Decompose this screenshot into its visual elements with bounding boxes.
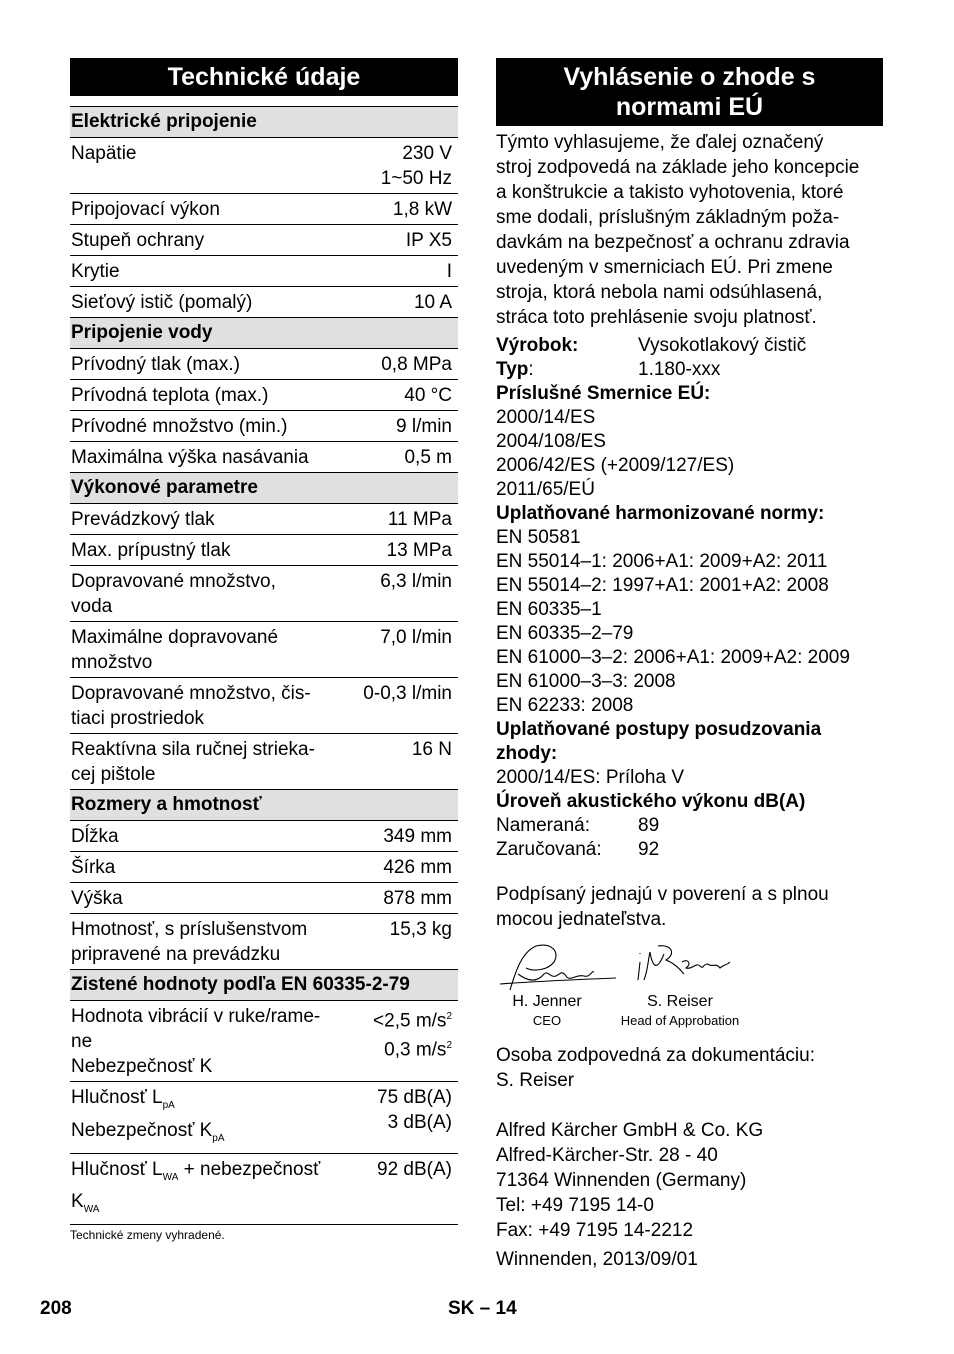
row-label [70,287,351,318]
value-line: 15,3 kg [389,919,452,940]
product-row [496,334,883,358]
row-label [70,411,351,442]
section-title: Zistené hodnoty podľa EN 60335-2-79 [70,970,458,1001]
sound-heading: Úroveň akustického výkonu dB(A) [496,791,806,812]
label-line: Nebezpečnosť K [71,1119,213,1141]
value-line: 10 A [413,292,452,313]
company-address [496,1118,883,1243]
text-line: EN 60335–1 [496,599,602,620]
value-line: I [446,261,452,282]
directives-heading: Príslušné Smernice EÚ: [496,383,711,404]
table-row [70,678,458,734]
row-value [351,821,458,852]
table-row [70,287,458,318]
measured-value: 89 [638,815,660,836]
label-line: Krytie [71,261,120,282]
technical-data-title: Technické údaje [70,58,458,96]
table-row [70,1001,458,1082]
text-line: 2004/108/ES [496,431,606,452]
row-label [70,138,351,194]
title-line: Vyhlásenie o zhode s [563,63,816,91]
value-line: 0,3 m/s [384,1039,447,1061]
signatory-name: H. Jenner [512,993,582,1010]
table-row [70,566,458,622]
text-line: EN 55014–2: 1997+A1: 2001+A2: 2008 [496,575,829,596]
label-line: Dopravované množstvo, čis- [71,683,311,704]
row-value [351,287,458,318]
row-value [351,883,458,914]
product-value: Vysokotlakový čistič [638,335,807,356]
table-row [70,225,458,256]
label-line: pripravené na prevádzku [71,944,281,965]
value-line: 3 dB(A) [387,1112,452,1133]
value-line: <2,5 m/s [373,1010,447,1032]
signatory-name: S. Reiser [647,993,713,1010]
row-label [70,442,351,473]
text-line: EN 62233: 2008 [496,695,634,716]
subscript: pA [162,1099,175,1111]
place-date: Winnenden, 2013/09/01 [496,1249,698,1270]
procedure-heading: Uplatňované postupy posudzovania [496,719,822,740]
measured-row [496,814,883,838]
table-row [70,1153,458,1225]
value-line: 0-0,3 l/min [363,683,452,704]
row-value [351,566,458,622]
table-section-header [70,790,458,821]
text-line: Alfred-Kärcher-Str. 28 - 40 [496,1145,718,1166]
signature-block-reiser [620,993,740,1031]
product-label: Výrobok: [496,335,579,356]
declaration-title [496,58,883,126]
signature-graphics [496,940,883,1000]
value-line: 13 MPa [386,540,452,561]
label-line: Šírka [71,857,116,878]
value-line: 9 l/min [396,416,452,437]
label-line: Výška [71,888,123,909]
row-label [70,349,351,380]
row-label [70,256,351,287]
signature-reiser [638,946,730,980]
table-row [70,821,458,852]
footnote: Technické zmeny vyhradené. [70,1228,225,1243]
text-line: Osoba zodpovedná za dokumentáciu: [496,1045,815,1066]
label-line: Maximálne dopravované [71,627,279,648]
row-value [351,504,458,535]
label-line: Hmotnosť, s príslušenstvom [71,919,308,940]
row-value [351,442,458,473]
row-value [351,380,458,411]
value-line: 6,3 l/min [380,571,452,592]
type-row: Typ: 1.180-xxx [496,359,721,380]
label-line: tiaci prostriedok [71,708,205,729]
text-line: EN 60335–2–79 [496,623,634,644]
table-section-header [70,107,458,138]
value-line: IP X5 [405,230,452,251]
row-label [70,734,351,790]
row-value [351,734,458,790]
text-line: S. Reiser [496,1070,575,1091]
table-section-header [70,473,458,504]
title-line: normami EÚ [615,93,764,121]
table-row [70,256,458,287]
text-line: EN 50581 [496,527,581,548]
guaranteed-value: 92 [638,839,660,860]
section-title: Výkonové parametre [70,473,458,504]
row-label [70,194,351,225]
section-title: Elektrické pripojenie [70,107,458,138]
technical-data-table [70,106,458,1225]
label-line: Prívodný tlak (max.) [71,354,240,375]
value-line: 426 mm [383,857,452,878]
text-line: EN 61000–3–3: 2008 [496,671,676,692]
row-label [70,914,351,970]
value-line: 11 MPa [387,509,452,530]
label-line: Hlučnosť L [71,1158,163,1180]
page-number: 208 [40,1298,72,1319]
text-line: stroja, ktorá nebola nami odsúhlasená, [496,282,823,303]
type-value: 1.180-xxx [638,359,721,380]
label-line: Prevádzkový tlak [71,509,215,530]
norms-list [496,526,883,718]
label-line: Prívodná teplota (max.) [71,385,269,406]
row-label [70,504,351,535]
value-line: 349 mm [383,826,452,847]
declaration-column [496,58,883,1272]
text-line: EN 61000–3–2: 2006+A1: 2009+A2: 2009 [496,647,850,668]
table-row [70,883,458,914]
row-value [351,225,458,256]
signature-jenner [500,945,616,990]
procedure-value: 2000/14/ES: Príloha V [496,767,685,788]
section-title: Pripojenie vody [70,318,458,349]
text-line: 2006/42/ES (+2009/127/ES) [496,455,735,476]
table-section-header [70,970,458,1001]
row-value [351,194,458,225]
label-line: + nebezpečnosť [178,1158,321,1180]
table-row [70,852,458,883]
label-line: Max. prípustný tlak [71,540,231,561]
norms-heading: Uplatňované harmonizované normy: [496,503,825,524]
value-line: 92 dB(A) [377,1158,452,1180]
label-line: Dĺžka [71,826,119,847]
row-label [70,678,351,734]
text-line: Alfred Kärcher GmbH & Co. KG [496,1120,764,1141]
section-label: SK – 14 [448,1298,517,1319]
table-row [70,1082,458,1154]
text-line: stráca toto prehlásenie svoju platnosť. [496,307,817,328]
row-label [70,1153,351,1225]
value-line: 230 V [402,143,452,164]
label-line: Maximálna výška nasávania [71,447,309,468]
row-value [351,411,458,442]
table-row [70,914,458,970]
label-line: Prívodné množstvo (min.) [71,416,288,437]
procedure-heading: zhody: [496,743,558,764]
guaranteed-row [496,838,883,862]
table-row [70,380,458,411]
label-line: množstvo [71,652,153,673]
intro-paragraph [496,130,883,330]
table-row [70,504,458,535]
text-line: 2000/14/ES [496,407,596,428]
row-value [351,852,458,883]
section-title: Rozmery a hmotnosť [70,790,458,821]
directives-list [496,406,883,502]
text-line: 2011/65/EÚ [496,479,595,500]
row-value [351,1001,458,1082]
row-label [70,821,351,852]
signatory-role: CEO [532,1013,562,1028]
row-value [351,1153,458,1225]
text-line: Týmto vyhlasujeme, že ďalej označený [496,132,824,153]
superscript: 2 [446,1011,452,1022]
text-line: uvedeným v smerniciach EÚ. Pri zmene [496,257,833,278]
value-line: 1,8 kW [392,199,452,220]
value-line: 40 °C [404,385,452,406]
documentation-responsible [496,1043,883,1093]
value-line: 0,8 MPa [381,354,452,375]
label-line: K [71,1191,84,1213]
product-info [496,334,883,382]
table-row [70,622,458,678]
type-label: Typ [496,359,529,380]
row-value [351,914,458,970]
text-line: stroj zodpovedá na základe jeho koncepcie [496,157,860,178]
signatory-role: Head of Approbation [620,1013,740,1028]
table-row [70,138,458,194]
table-row [70,535,458,566]
text-line: 71364 Winnenden (Germany) [496,1170,747,1191]
table-section-header [70,318,458,349]
row-label [70,852,351,883]
label-line: Dopravované množstvo, [71,571,276,592]
text-line: davkám na bezpečnosť a ochranu zdravia [496,232,850,253]
text-line: Tel: +49 7195 14-0 [496,1195,654,1216]
label-line: Reaktívna sila ručnej strieka- [71,739,315,760]
value-line: 878 mm [383,888,452,909]
value-line: 16 N [411,739,452,760]
row-value [351,678,458,734]
label-line: Pripojovací výkon [71,199,220,220]
label-line: cej pištole [71,764,156,785]
label-line: voda [71,596,113,617]
value-line: 75 dB(A) [377,1087,452,1108]
superscript: 2 [446,1040,452,1052]
row-value [351,1082,458,1154]
row-value [351,349,458,380]
subscript: WA [162,1171,179,1183]
table-row [70,349,458,380]
text-line: Fax: +49 7195 14-2212 [496,1220,694,1241]
row-label [70,535,351,566]
value-line: 1~50 Hz [380,168,452,189]
row-value [351,256,458,287]
row-label [70,883,351,914]
signatures [496,940,883,1035]
label-line: Hlučnosť L [71,1087,163,1108]
label-line: Napätie [71,143,137,164]
value-line: 0,5 m [404,447,452,468]
text-line: sme dodali, príslušným základným poža- [496,207,840,228]
row-label [70,225,351,256]
subscript: pA [212,1132,225,1144]
technical-data-column [70,58,458,1242]
row-label [70,566,351,622]
row-label [70,380,351,411]
table-row [70,442,458,473]
row-value [351,138,458,194]
text-line: Podpísaný jednajú v poverení a s plnou [496,884,829,905]
table-row [70,411,458,442]
row-label [70,622,351,678]
label-line: Stupeň ochrany [71,230,205,251]
row-value [351,535,458,566]
row-value [351,622,458,678]
row-label [70,1001,351,1082]
text-line: mocou jednateľstva. [496,909,667,930]
signature-block-jenner [496,993,598,1031]
subscript: WA [83,1204,100,1216]
table-row [70,194,458,225]
text-line: a konštrukcie a takisto vyhotovenia, ktoré [496,182,844,203]
guaranteed-label: Zaručovaná: [496,839,602,860]
measured-label: Nameraná: [496,815,590,836]
label-line: ne [71,1031,93,1052]
signed-paragraph [496,882,883,932]
label-line: Sieťový istič (pomalý) [71,292,253,313]
table-row [70,734,458,790]
label-line: Hodnota vibrácií v ruke/rame- [71,1006,321,1027]
text-line: EN 55014–1: 2006+A1: 2009+A2: 2011 [496,551,828,572]
value-line: 7,0 l/min [380,627,452,648]
row-label [70,1082,351,1154]
label-line: Nebezpečnosť K [71,1056,213,1077]
